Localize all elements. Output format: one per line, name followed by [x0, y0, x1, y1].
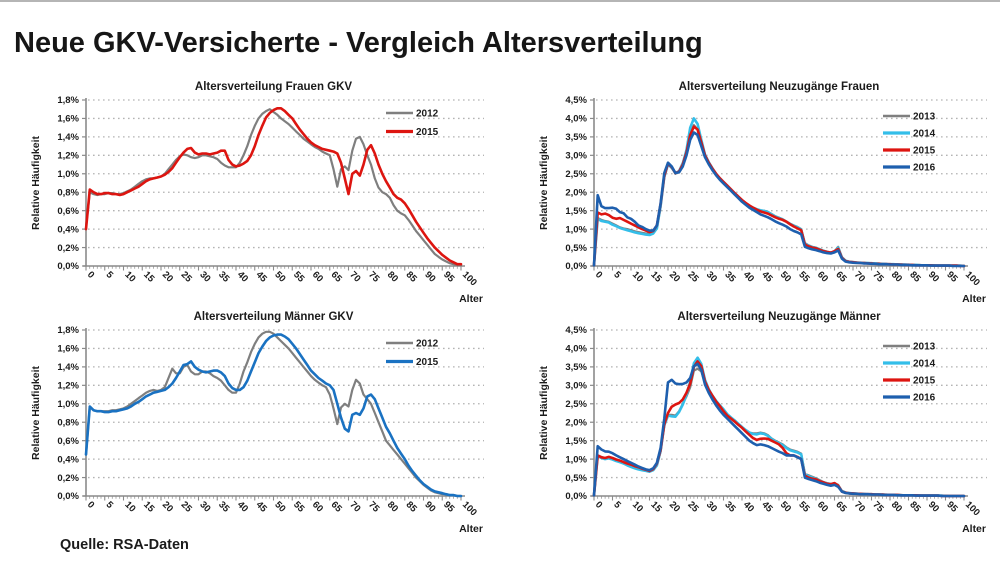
x-tick-label: 20 — [666, 269, 683, 285]
x-tick-label: 100 — [459, 499, 479, 519]
x-tick-label: 0 — [592, 269, 605, 281]
x-tick-label: 90 — [925, 269, 942, 285]
x-tick-label: 60 — [309, 269, 326, 285]
x-tick-label: 50 — [272, 499, 288, 515]
y-tick-label: 0,5% — [565, 242, 587, 254]
x-tick-label: 55 — [796, 499, 812, 515]
x-tick-label: 75 — [870, 269, 886, 285]
source-note: Quelle: RSA-Daten — [60, 537, 189, 553]
y-tick-label: 2,5% — [565, 168, 587, 180]
chart-canvas — [28, 78, 493, 306]
chart-title: Altersverteilung Neuzugänge Frauen — [678, 81, 880, 93]
legend-label-2016: 2016 — [913, 392, 936, 404]
series-line-2015 — [594, 127, 964, 266]
x-tick-label: 85 — [403, 269, 419, 285]
y-tick-label: 2,5% — [565, 398, 587, 410]
chart-altersverteilung-frauen-gkv — [28, 78, 493, 306]
top-edge-divider — [0, 0, 1000, 2]
y-tick-label: 1,4% — [57, 132, 79, 144]
y-tick-label: 0,5% — [565, 472, 587, 484]
chart-canvas — [28, 308, 493, 536]
x-tick-label: 95 — [441, 269, 457, 285]
y-tick-label: 4,0% — [565, 343, 587, 355]
x-tick-label: 45 — [253, 269, 269, 285]
x-tick-label: 10 — [629, 499, 646, 515]
x-tick-label: 85 — [907, 499, 923, 515]
series-line-2016 — [594, 133, 964, 267]
x-tick-label: 75 — [366, 499, 382, 515]
legend-label-2013: 2013 — [913, 341, 936, 353]
x-tick-label: 50 — [777, 499, 794, 515]
y-axis-label: Relative Häufigkeit — [30, 366, 42, 460]
x-tick-label: 65 — [328, 499, 344, 515]
x-tick-label: 95 — [944, 499, 960, 515]
x-tick-label: 55 — [291, 499, 307, 515]
x-axis-label: Alter — [459, 293, 483, 305]
legend-label-2014: 2014 — [913, 358, 936, 370]
series-line-2014 — [594, 118, 964, 266]
y-tick-label: 0,0% — [565, 491, 587, 503]
x-tick-label: 40 — [234, 499, 251, 515]
y-axis-label: Relative Häufigkeit — [30, 136, 42, 230]
x-tick-label: 60 — [814, 269, 831, 285]
x-tick-label: 0 — [84, 269, 97, 281]
series-line-2016 — [594, 364, 964, 496]
x-tick-label: 95 — [944, 269, 960, 285]
x-tick-label: 95 — [441, 499, 457, 515]
legend-label-2016: 2016 — [913, 162, 936, 174]
x-tick-label: 65 — [833, 499, 849, 515]
legend-label-2012: 2012 — [416, 108, 439, 120]
y-tick-label: 0,0% — [57, 261, 79, 273]
x-tick-label: 65 — [328, 269, 344, 285]
x-tick-label: 5 — [103, 269, 116, 281]
series-line-2013 — [594, 125, 964, 266]
series-line-2013 — [594, 369, 964, 496]
legend-label-2015: 2015 — [913, 145, 936, 157]
x-tick-label: 5 — [103, 499, 116, 511]
y-tick-label: 3,5% — [565, 132, 587, 144]
chart-altersverteilung-neuzugaenge-frauen — [536, 78, 996, 306]
legend-label-2015: 2015 — [913, 375, 936, 387]
x-tick-label: 30 — [703, 269, 720, 285]
x-tick-label: 55 — [796, 269, 812, 285]
x-tick-label: 100 — [459, 269, 479, 289]
legend-label-2014: 2014 — [913, 128, 936, 140]
y-tick-label: 0,0% — [565, 261, 587, 273]
y-tick-label: 1,0% — [565, 224, 587, 236]
x-tick-label: 50 — [272, 269, 288, 285]
x-tick-label: 5 — [611, 499, 623, 511]
y-tick-label: 3,5% — [565, 362, 587, 374]
y-tick-label: 0,0% — [57, 491, 79, 503]
y-tick-label: 2,0% — [565, 417, 587, 429]
y-tick-label: 1,2% — [57, 380, 79, 392]
x-tick-label: 0 — [84, 499, 97, 511]
legend-label-2013: 2013 — [913, 111, 936, 123]
legend-label-2012: 2012 — [416, 338, 439, 350]
y-tick-label: 2,0% — [565, 187, 587, 199]
x-tick-label: 100 — [962, 269, 982, 289]
x-tick-label: 15 — [141, 499, 157, 515]
y-tick-label: 1,0% — [565, 454, 587, 466]
x-tick-label: 40 — [234, 269, 251, 285]
y-tick-label: 0,8% — [57, 417, 79, 429]
x-tick-label: 20 — [159, 269, 176, 285]
x-tick-label: 70 — [851, 499, 868, 515]
y-tick-label: 1,8% — [57, 95, 79, 107]
x-tick-label: 70 — [851, 269, 868, 285]
x-tick-label: 0 — [592, 499, 605, 511]
x-tick-label: 75 — [870, 499, 886, 515]
x-tick-label: 35 — [722, 269, 738, 285]
y-tick-label: 1,6% — [57, 113, 79, 125]
x-tick-label: 30 — [703, 499, 720, 515]
chart-title: Altersverteilung Frauen GKV — [194, 81, 353, 93]
x-tick-label: 80 — [888, 499, 905, 515]
series-line-2012 — [86, 332, 461, 496]
y-tick-label: 1,8% — [57, 325, 79, 337]
y-tick-label: 1,0% — [57, 398, 79, 410]
y-tick-label: 1,2% — [57, 150, 79, 162]
series-line-2015 — [86, 335, 461, 496]
x-tick-label: 80 — [384, 269, 401, 285]
x-tick-label: 20 — [666, 499, 683, 515]
x-tick-label: 70 — [347, 269, 363, 285]
chart-title: Altersverteilung Männer GKV — [193, 311, 354, 323]
y-tick-label: 4,5% — [565, 325, 587, 337]
x-tick-label: 45 — [759, 269, 775, 285]
x-tick-label: 60 — [814, 499, 831, 515]
x-axis-label: Alter — [962, 293, 986, 305]
x-tick-label: 45 — [759, 499, 775, 515]
y-tick-label: 0,8% — [57, 187, 79, 199]
legend-label-2015: 2015 — [416, 127, 439, 139]
x-tick-label: 35 — [216, 269, 232, 285]
x-tick-label: 75 — [366, 269, 382, 285]
x-tick-label: 90 — [925, 499, 942, 515]
x-tick-label: 25 — [178, 269, 194, 285]
x-tick-label: 70 — [347, 499, 363, 515]
x-tick-label: 60 — [309, 499, 326, 515]
x-tick-label: 15 — [648, 269, 664, 285]
y-axis-label: Relative Häufigkeit — [538, 366, 550, 460]
x-axis-label: Alter — [962, 523, 986, 535]
y-tick-label: 1,4% — [57, 362, 79, 374]
legend-label-2015: 2015 — [416, 357, 439, 369]
x-tick-label: 30 — [197, 269, 213, 285]
x-tick-label: 55 — [291, 269, 307, 285]
y-tick-label: 0,2% — [57, 242, 79, 254]
y-tick-label: 4,5% — [565, 95, 587, 107]
x-tick-label: 10 — [122, 269, 138, 285]
x-axis-label: Alter — [459, 523, 483, 535]
chart-canvas — [536, 308, 996, 536]
y-tick-label: 1,0% — [57, 168, 79, 180]
x-tick-label: 40 — [740, 499, 757, 515]
x-tick-label: 35 — [722, 499, 738, 515]
y-tick-label: 4,0% — [565, 113, 587, 125]
x-tick-label: 65 — [833, 269, 849, 285]
x-tick-label: 25 — [685, 499, 701, 515]
x-tick-label: 85 — [403, 499, 419, 515]
x-tick-label: 15 — [648, 499, 664, 515]
x-tick-label: 5 — [611, 269, 623, 281]
x-tick-label: 80 — [384, 499, 401, 515]
y-tick-label: 3,0% — [565, 150, 587, 162]
chart-canvas — [536, 78, 996, 306]
x-tick-label: 30 — [197, 499, 213, 515]
x-tick-label: 90 — [422, 269, 438, 285]
chart-title: Altersverteilung Neuzugänge Männer — [677, 311, 881, 323]
x-tick-label: 40 — [740, 269, 757, 285]
chart-altersverteilung-maenner-gkv — [28, 308, 493, 536]
page-title: Neue GKV-Versicherte - Vergleich Altersverteilung — [14, 27, 703, 59]
chart-altersverteilung-neuzugaenge-maenner — [536, 308, 996, 536]
x-tick-label: 10 — [629, 269, 646, 285]
x-tick-label: 50 — [777, 269, 794, 285]
x-tick-label: 15 — [141, 269, 157, 285]
y-tick-label: 0,6% — [57, 435, 79, 447]
x-tick-label: 45 — [253, 499, 269, 515]
x-tick-label: 100 — [962, 499, 982, 519]
x-tick-label: 20 — [159, 499, 176, 515]
y-tick-label: 1,5% — [565, 435, 587, 447]
y-tick-label: 0,4% — [57, 224, 79, 236]
x-tick-label: 25 — [685, 269, 701, 285]
y-tick-label: 3,0% — [565, 380, 587, 392]
x-tick-label: 10 — [122, 499, 138, 515]
x-tick-label: 80 — [888, 269, 905, 285]
x-tick-label: 35 — [216, 499, 232, 515]
y-tick-label: 0,6% — [57, 205, 79, 217]
y-tick-label: 1,5% — [565, 205, 587, 217]
y-tick-label: 1,6% — [57, 343, 79, 355]
x-tick-label: 90 — [422, 499, 438, 515]
y-tick-label: 0,4% — [57, 454, 79, 466]
x-tick-label: 85 — [907, 269, 923, 285]
y-axis-label: Relative Häufigkeit — [538, 136, 550, 230]
x-tick-label: 25 — [178, 499, 194, 515]
y-tick-label: 0,2% — [57, 472, 79, 484]
